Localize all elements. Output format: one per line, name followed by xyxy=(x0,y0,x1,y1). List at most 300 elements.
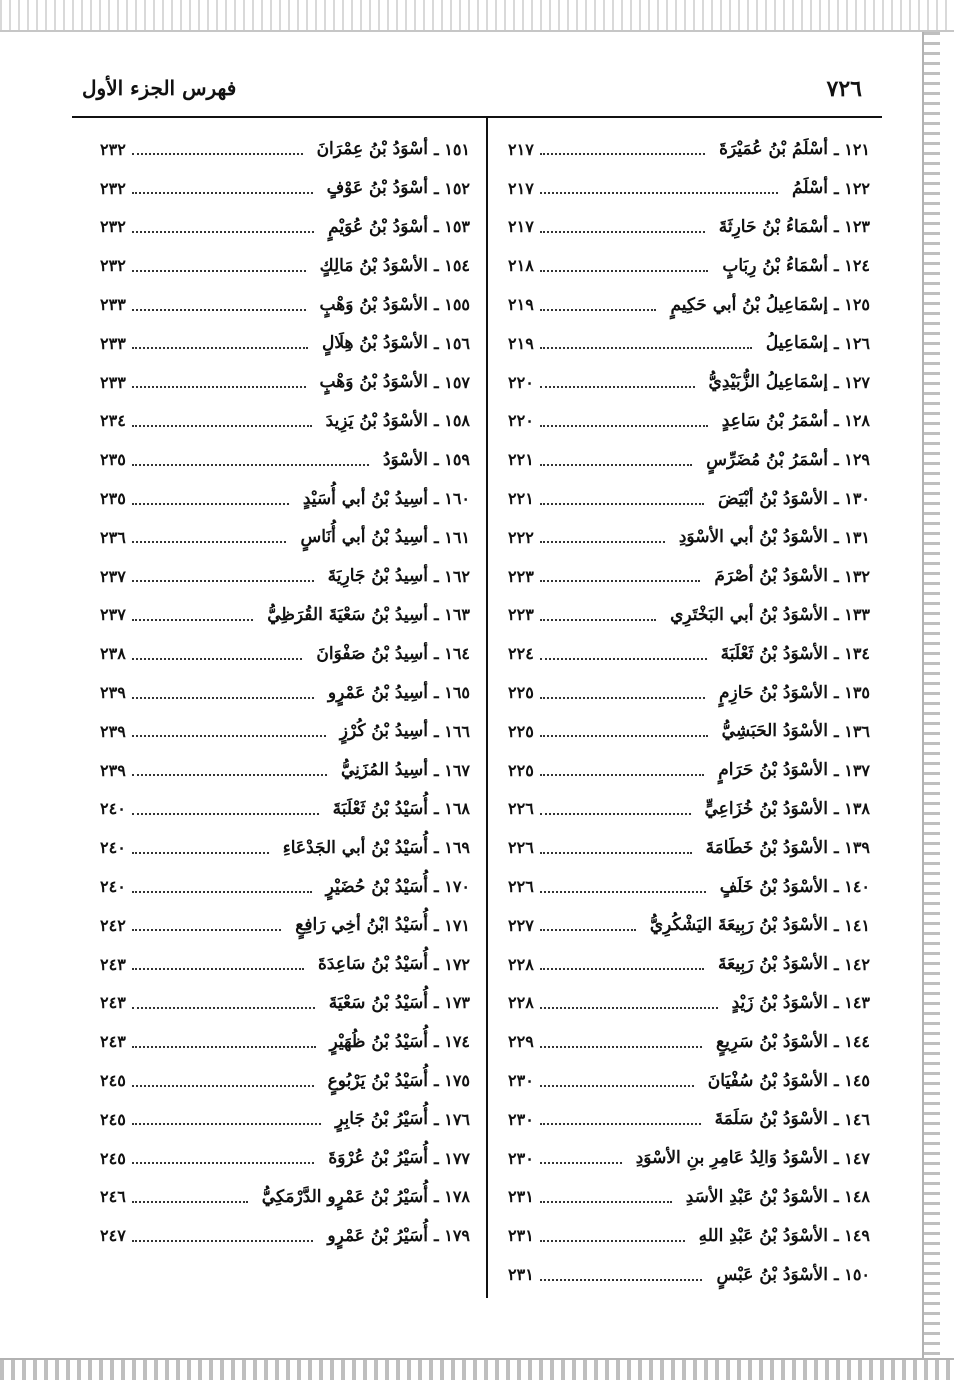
entry-number: ١٣٠ ـ xyxy=(833,489,870,509)
entry-page-number: ٢٢١ xyxy=(508,450,534,470)
entry-number: ١٧٣ ـ xyxy=(433,993,470,1013)
dot-leader xyxy=(540,919,636,931)
dot-leader xyxy=(540,687,705,699)
entry-number: ١٢٥ ـ xyxy=(833,295,870,315)
dot-leader xyxy=(540,221,705,233)
entry-page-number: ٢٣٦ xyxy=(100,527,126,547)
entry-page-number: ٢٢٦ xyxy=(508,877,534,897)
entry-number: ١٤٠ ـ xyxy=(833,877,870,897)
index-entry xyxy=(100,634,470,673)
index-entry xyxy=(508,906,870,945)
entry-page-number: ٢٢٨ xyxy=(508,993,534,1013)
dot-leader xyxy=(132,182,313,194)
entry-name: الأسْوَدُ xyxy=(382,449,428,470)
dot-leader xyxy=(132,958,304,970)
entry-number: ١٦٦ ـ xyxy=(433,721,470,741)
entry-name: أُسَيْدُ بْنُ سَاعِدَةَ xyxy=(318,954,428,975)
index-entry xyxy=(508,712,870,751)
entry-page-number: ٢٤٠ xyxy=(100,877,126,897)
entry-name: الأسْوَدُ بْنُ حَازِمٍ xyxy=(719,682,828,703)
entry-number: ١٤١ ـ xyxy=(833,915,870,935)
entry-name: أسِيدُ بْنُ أبي أُسَيْدٍ xyxy=(302,488,428,509)
entry-page-number: ٢٢٠ xyxy=(508,411,534,431)
entry-page-number: ٢٣٥ xyxy=(100,489,126,509)
decorative-bottom-border xyxy=(0,1358,954,1380)
entry-name: أسِيدُ بْنُ جَارِيَةَ xyxy=(327,566,428,587)
entry-page-number: ٢١٧ xyxy=(508,178,534,198)
entry-number: ١٥٢ ـ xyxy=(433,178,470,198)
entry-number: ١٥٩ ـ xyxy=(433,450,470,470)
dot-leader xyxy=(540,531,665,543)
entry-number: ١٥٠ ـ xyxy=(833,1265,870,1284)
index-entry xyxy=(508,634,870,673)
index-entry xyxy=(100,1139,470,1178)
entry-number: ١٦٤ ـ xyxy=(433,644,470,664)
entry-page-number: ٢٤٣ xyxy=(100,993,126,1013)
entry-page-number: ٢٢١ xyxy=(508,489,534,509)
dot-leader xyxy=(540,143,705,155)
entry-page-number: ٢٣٩ xyxy=(100,721,126,741)
index-entry xyxy=(508,867,870,906)
entry-page-number: ٢١٧ xyxy=(508,139,534,159)
index-entry xyxy=(100,285,470,324)
dot-leader xyxy=(132,1113,321,1125)
entry-number: ١٦٥ ـ xyxy=(433,683,470,703)
entry-page-number: ٢٣٣ xyxy=(100,333,126,353)
entry-number: ١٥٥ ـ xyxy=(433,295,470,315)
entry-number: ١٤٤ ـ xyxy=(833,1032,870,1052)
entry-number: ١٣٣ ـ xyxy=(833,605,870,625)
index-entry xyxy=(508,790,870,829)
entry-page-number: ٢٤٥ xyxy=(100,1109,126,1129)
entry-number: ١٤٧ ـ xyxy=(833,1148,870,1168)
dot-leader xyxy=(540,493,704,505)
decorative-right-border xyxy=(922,32,940,1358)
entry-name: الأسْوَدُ وَالِدُ عَامِرِ بنِ الأسْوَدِ xyxy=(635,1148,828,1169)
entry-name: الأسْوَدُ الحَبَشِيُّ xyxy=(721,721,828,742)
index-entry xyxy=(508,828,870,867)
dot-leader xyxy=(132,1075,314,1087)
entry-page-number: ٢٢٣ xyxy=(508,605,534,625)
index-entry xyxy=(100,867,470,906)
entry-page-number: ٢١٨ xyxy=(508,256,534,276)
entry-number: ١٧١ ـ xyxy=(433,915,470,935)
entry-name: الأسْوَدُ بْنُ عَبْدِ اللهِ xyxy=(698,1225,828,1246)
entry-page-number: ٢٢٥ xyxy=(508,760,534,780)
dot-leader xyxy=(540,1152,622,1164)
entry-number: ١٢٣ ـ xyxy=(833,217,870,237)
entry-page-number: ٢٢٧ xyxy=(508,915,534,935)
index-entry xyxy=(508,1216,870,1255)
index-entry xyxy=(100,945,470,984)
entry-page-number: ٢٤٣ xyxy=(100,954,126,974)
dot-leader xyxy=(540,609,656,621)
entry-page-number: ٢٣٠ xyxy=(508,1109,534,1129)
entry-page-number: ٢٤٣ xyxy=(100,1032,126,1052)
entry-name: الأسْوَدُ بْنُ عَبْسٍ xyxy=(716,1264,828,1285)
dot-leader xyxy=(132,997,315,1009)
entry-number: ١٧٢ ـ xyxy=(433,954,470,974)
entry-name: الأسْوَدُ بْنُ وَهْبٍ xyxy=(319,294,428,315)
index-entry xyxy=(508,1022,870,1061)
dot-leader xyxy=(540,376,695,388)
entry-name: أُسَيْدُ بْنُ يَرْبُوعٍ xyxy=(327,1070,428,1091)
entry-page-number: ٢٢٦ xyxy=(508,799,534,819)
entry-page-number: ٢٣٥ xyxy=(100,450,126,470)
index-entry xyxy=(100,751,470,790)
index-column-left xyxy=(100,130,470,1255)
entry-number: ١٧٤ ـ xyxy=(433,1032,470,1052)
dot-leader xyxy=(132,648,303,660)
entry-page-number: ٢٣٣ xyxy=(100,372,126,392)
dot-leader xyxy=(540,842,692,854)
entry-number: ١٢٩ ـ xyxy=(833,450,870,470)
page-header xyxy=(72,72,872,112)
entry-page-number: ٢٤٥ xyxy=(100,1071,126,1091)
index-column-right xyxy=(508,130,870,1294)
dot-leader xyxy=(132,493,289,505)
entry-page-number: ٢٣٢ xyxy=(100,217,126,237)
section-title: فهرس الجزء الأول xyxy=(82,76,237,100)
index-entry xyxy=(100,169,470,208)
index-entry xyxy=(508,208,870,247)
entry-number: ١٦٧ ـ xyxy=(433,760,470,780)
entry-page-number: ٢٣١ xyxy=(508,1265,534,1284)
entry-page-number: ٢٢٠ xyxy=(508,372,534,392)
entry-number: ١٥٧ ـ xyxy=(433,372,470,392)
entry-page-number: ٢٢٣ xyxy=(508,566,534,586)
entry-number: ١٧٨ ـ xyxy=(433,1187,470,1207)
entry-page-number: ٢٤٢ xyxy=(100,915,126,935)
entry-name: الأسْوَدُ بْنُ أبي البَخْتَرِي xyxy=(670,604,828,625)
entry-page-number: ٢٢٥ xyxy=(508,721,534,741)
dot-leader xyxy=(132,1230,314,1242)
entry-name: الأسْوَدُ بْنُ أصْرَمَ xyxy=(714,566,828,587)
entry-page-number: ٢٣٠ xyxy=(508,1148,534,1168)
dot-leader xyxy=(540,725,708,737)
entry-name: أُسَيْدُ بْنُ حُضَيْرٍ xyxy=(325,876,428,897)
dot-leader xyxy=(540,1113,701,1125)
dot-leader xyxy=(132,609,253,621)
entry-name: إسْمَاعِيلُ xyxy=(765,333,828,354)
entry-number: ١٧٦ ـ xyxy=(433,1109,470,1129)
entry-name: أسْلَمُ بْنُ عُمَيْرَةَ xyxy=(719,139,828,160)
index-entry xyxy=(100,479,470,518)
entry-page-number: ٢٣٩ xyxy=(100,683,126,703)
entry-number: ١٣٦ ـ xyxy=(833,721,870,741)
entry-number: ١٦٣ ـ xyxy=(433,605,470,625)
index-entry xyxy=(508,130,870,169)
entry-page-number: ٢٢٩ xyxy=(508,1032,534,1052)
index-entry xyxy=(100,596,470,635)
entry-number: ١٣٧ ـ xyxy=(833,760,870,780)
index-entry xyxy=(100,1022,470,1061)
dot-leader xyxy=(540,260,709,272)
entry-page-number: ٢٣٨ xyxy=(100,644,126,664)
entry-number: ١٧٩ ـ xyxy=(433,1226,470,1246)
index-entry xyxy=(100,557,470,596)
index-entry xyxy=(100,324,470,363)
entry-name: أُسَيْدُ ابْنُ أخِي رَافِعٍ xyxy=(295,915,428,936)
entry-number: ١٦٩ ـ xyxy=(433,838,470,858)
entry-name: أسْوَدُ بْنُ عُوَيْمٍ xyxy=(328,216,428,237)
column-divider xyxy=(486,118,488,1298)
dot-leader xyxy=(540,415,708,427)
entry-page-number: ٢٣٢ xyxy=(100,178,126,198)
entry-name: أُسَيْرُ بْنُ جَابِرٍ xyxy=(335,1109,428,1130)
entry-name: إسْمَاعِيلُ بْنُ أبي حَكِيمٍ xyxy=(670,294,828,315)
dot-leader xyxy=(132,454,369,466)
index-entry xyxy=(100,1216,470,1255)
entry-name: إسْمَاعِيلُ الزُّبَيْدِيُّ xyxy=(708,372,828,393)
dot-leader xyxy=(132,725,326,737)
entry-number: ١٢٨ ـ xyxy=(833,411,870,431)
index-entry xyxy=(508,1061,870,1100)
entry-page-number: ٢٣٠ xyxy=(508,1071,534,1091)
entry-page-number: ٢٢٦ xyxy=(508,838,534,858)
entry-name: أسِيدُ بْنُ سَعْيَةَ القُرَظِيُّ xyxy=(267,604,428,625)
entry-page-number: ٢١٩ xyxy=(508,295,534,315)
index-entry xyxy=(508,479,870,518)
dot-leader xyxy=(540,454,693,466)
dot-leader xyxy=(132,337,308,349)
entry-number: ١٧٠ ـ xyxy=(433,877,470,897)
entry-name: الأسْوَدُ بْنُ عَبْدِ الأسَدِ xyxy=(685,1186,828,1207)
dot-leader xyxy=(540,570,701,582)
entry-page-number: ٢٣٩ xyxy=(100,760,126,780)
dot-leader xyxy=(132,531,287,543)
page-number: ٧٢٦ xyxy=(826,76,862,102)
entry-number: ١٣٨ ـ xyxy=(833,799,870,819)
index-entry xyxy=(100,518,470,557)
entry-name: أسِيدُ بْنُ أبي أُنَاسٍ xyxy=(300,527,428,548)
index-entry xyxy=(100,208,470,247)
dot-leader xyxy=(132,1191,248,1203)
index-entry xyxy=(100,402,470,441)
entry-name: أسْلَمُ xyxy=(792,178,828,199)
dot-leader xyxy=(540,648,707,660)
entry-name: أسْمَاءُ بْنُ رِبَابٍ xyxy=(722,255,828,276)
entry-name: الأسْوَدُ بْنُ رَبِيعَةَ xyxy=(718,954,828,975)
entry-page-number: ٢٣٢ xyxy=(100,139,126,159)
index-entry xyxy=(100,984,470,1023)
entry-page-number: ٢٣٢ xyxy=(100,256,126,276)
entry-page-number: ٢١٧ xyxy=(508,217,534,237)
entry-number: ١٦٠ ـ xyxy=(433,489,470,509)
entry-number: ١٧٥ ـ xyxy=(433,1071,470,1091)
index-entry xyxy=(100,1178,470,1217)
entry-number: ١٢٢ ـ xyxy=(833,178,870,198)
dot-leader xyxy=(132,919,281,931)
entry-name: الأسْوَدُ بْنُ حَرَامٍ xyxy=(718,760,828,781)
index-entry xyxy=(100,673,470,712)
entry-page-number: ٢٤٠ xyxy=(100,838,126,858)
index-entry xyxy=(508,557,870,596)
index-entry xyxy=(508,1100,870,1139)
dot-leader xyxy=(132,842,269,854)
index-entry xyxy=(100,712,470,751)
entry-number: ١٤٣ ـ xyxy=(833,993,870,1013)
dot-leader xyxy=(132,803,319,815)
index-entry xyxy=(508,169,870,208)
entry-name: الأسْوَدُ بْنُ أبْيَضَ xyxy=(718,488,828,509)
dot-leader xyxy=(540,958,704,970)
entry-number: ١٦١ ـ xyxy=(433,527,470,547)
entry-page-number: ٢٣٧ xyxy=(100,566,126,586)
index-entry xyxy=(508,1255,870,1294)
entry-number: ١٦٨ ـ xyxy=(433,799,470,819)
entry-page-number: ٢٣١ xyxy=(508,1187,534,1207)
index-entry xyxy=(508,363,870,402)
entry-page-number: ٢٤٥ xyxy=(100,1148,126,1168)
entry-number: ١٥١ ـ xyxy=(433,139,470,159)
entry-name: الأسْوَدُ بْنُ خُزَاعِيٍّ xyxy=(704,798,828,819)
dot-leader xyxy=(540,1230,685,1242)
index-entry xyxy=(100,363,470,402)
entry-name: أُسَيْدُ بْنُ ظُهَيْرٍ xyxy=(329,1031,428,1052)
entry-name: الأسْوَدُ بْنُ خَلَفٍ xyxy=(719,876,828,897)
index-entry xyxy=(508,751,870,790)
entry-number: ١٣١ ـ xyxy=(833,527,870,547)
entry-name: أُسَيْرُ بْنُ عَمْرٍو xyxy=(327,1225,428,1246)
entry-number: ١٤٦ ـ xyxy=(833,1109,870,1129)
dot-leader xyxy=(132,221,314,233)
entry-name: أسْمَرُ بْنُ مُضَرِّسٍ xyxy=(706,449,828,470)
index-entry xyxy=(508,285,870,324)
entry-name: الأسْوَدُ بْنُ خَطَامَةَ xyxy=(705,837,828,858)
entry-page-number: ٢٣١ xyxy=(508,1226,534,1246)
entry-page-number: ٢٢٢ xyxy=(508,527,534,547)
index-entry xyxy=(508,596,870,635)
entry-name: أسْمَاءُ بْنُ حَارِثَةَ xyxy=(718,216,828,237)
entry-number: ١٤٨ ـ xyxy=(833,1187,870,1207)
dot-leader xyxy=(540,299,657,311)
entry-page-number: ٢٤٧ xyxy=(100,1226,126,1246)
entry-name: الأسْوَدُ بْنُ هِلَالٍ xyxy=(321,333,428,354)
entry-number: ١٥٣ ـ xyxy=(433,217,470,237)
entry-name: الأسْوَدُ بْنُ أبي الأسْوَدِ xyxy=(678,527,828,548)
index-entry xyxy=(508,246,870,285)
dot-leader xyxy=(132,764,327,776)
entry-number: ١٣٢ ـ xyxy=(833,566,870,586)
index-entry xyxy=(508,984,870,1023)
header-rule xyxy=(72,116,882,118)
index-entry xyxy=(100,440,470,479)
entry-page-number: ٢٣٧ xyxy=(100,605,126,625)
entry-number: ١٧٧ ـ xyxy=(433,1148,470,1168)
index-entry xyxy=(100,246,470,285)
dot-leader xyxy=(540,803,691,815)
dot-leader xyxy=(540,337,752,349)
index-entry xyxy=(100,130,470,169)
dot-leader xyxy=(132,415,312,427)
entry-page-number: ٢٣٣ xyxy=(100,295,126,315)
index-entry xyxy=(100,1100,470,1139)
entry-name: الأسْوَدُ بْنُ مَالِكٍ xyxy=(319,255,428,276)
entry-name: أُسَيْدُ بْنُ ثَعْلَبَةَ xyxy=(332,798,428,819)
entry-name: أُسَيْرُ بْنُ عُرْوَةَ xyxy=(328,1148,428,1169)
entry-page-number: ٢٢٥ xyxy=(508,683,534,703)
index-entry xyxy=(100,1061,470,1100)
entry-name: أسِيدُ بْنُ كُرْزٍ xyxy=(339,721,428,742)
index-entry xyxy=(508,324,870,363)
entry-page-number: ٢٣٤ xyxy=(100,411,126,431)
entry-name: أسْوَدُ بْنُ عَوْفٍ xyxy=(326,178,428,199)
dot-leader xyxy=(132,687,314,699)
decorative-top-border xyxy=(0,0,954,32)
index-entry xyxy=(508,1139,870,1178)
entry-number: ١٢٤ ـ xyxy=(833,256,870,276)
entry-page-number: ٢١٩ xyxy=(508,333,534,353)
dot-leader xyxy=(540,764,705,776)
dot-leader xyxy=(132,143,303,155)
entry-number: ١٣٤ ـ xyxy=(833,644,870,664)
entry-number: ١٤٩ ـ xyxy=(833,1226,870,1246)
entry-name: أُسَيْدُ بْنُ أبي الجَدْعَاءِ xyxy=(282,837,428,858)
entry-name: أُسَيْدُ بْنُ سَعْيَةَ xyxy=(328,992,428,1013)
dot-leader xyxy=(540,1036,702,1048)
entry-name: الأسْوَدُ بْنُ ثَعْلَبَةَ xyxy=(720,643,828,664)
entry-name: الأسْوَدُ بْنُ رَبِيعَةَ اليَشْكُرِيُّ xyxy=(649,915,828,936)
entry-number: ١٢٧ ـ xyxy=(833,372,870,392)
entry-number: ١٢٦ ـ xyxy=(833,333,870,353)
dot-leader xyxy=(132,376,306,388)
entry-page-number: ٢٢٨ xyxy=(508,954,534,974)
entry-number: ١٤٢ ـ xyxy=(833,954,870,974)
dot-leader xyxy=(540,182,778,194)
entry-number: ١٥٤ ـ xyxy=(433,256,470,276)
entry-name: الأسْوَدُ بْنُ وَهْبٍ xyxy=(319,372,428,393)
index-entry xyxy=(508,1178,870,1217)
index-entry xyxy=(100,906,470,945)
dot-leader xyxy=(540,1075,694,1087)
entry-name: أسْمَرُ بْنُ سَاعِدٍ xyxy=(721,410,828,431)
entry-page-number: ٢٢٤ xyxy=(508,644,534,664)
dot-leader xyxy=(132,260,306,272)
dot-leader xyxy=(132,1152,315,1164)
dot-leader xyxy=(132,570,314,582)
dot-leader xyxy=(540,881,706,893)
entry-number: ١٢١ ـ xyxy=(833,139,870,159)
entry-number: ١٥٦ ـ xyxy=(433,333,470,353)
index-entry xyxy=(508,945,870,984)
entry-name: أسِيدُ بْنُ عَمْرٍو xyxy=(327,682,428,703)
index-entry xyxy=(100,790,470,829)
entry-number: ١٦٢ ـ xyxy=(433,566,470,586)
index-entry xyxy=(508,402,870,441)
index-entry xyxy=(100,828,470,867)
entry-name: أسِيدُ المُزَنِيُّ xyxy=(341,760,428,781)
index-entry xyxy=(508,518,870,557)
dot-leader xyxy=(540,1191,672,1203)
entry-number: ١٤٥ ـ xyxy=(833,1071,870,1091)
index-entry xyxy=(508,673,870,712)
entry-number: ١٣٥ ـ xyxy=(833,683,870,703)
entry-name: الأسْوَدُ بْنُ سَرِيعٍ xyxy=(716,1031,828,1052)
entry-name: أسْوَدُ بْنُ عِمْرَانَ xyxy=(316,139,428,160)
dot-leader xyxy=(132,881,312,893)
entry-number: ١٥٨ ـ xyxy=(433,411,470,431)
entry-name: الأسْوَدُ بْنُ يَزِيدَ xyxy=(325,410,428,431)
entry-page-number: ٢٤٠ xyxy=(100,799,126,819)
dot-leader xyxy=(132,299,306,311)
entry-name: الأسْوَدُ بْنُ زَيْدٍ xyxy=(731,992,828,1013)
entry-name: أُسَيْرُ بْنُ عَمْرٍو الدَّرْمَكِيُّ xyxy=(261,1186,428,1207)
entry-name: أسِيدُ بْنُ صَفْوَانَ xyxy=(316,643,428,664)
dot-leader xyxy=(540,997,718,1009)
entry-number: ١٣٩ ـ xyxy=(833,838,870,858)
entry-name: الأسْوَدُ بْنُ سُفْيَانَ xyxy=(707,1070,828,1091)
